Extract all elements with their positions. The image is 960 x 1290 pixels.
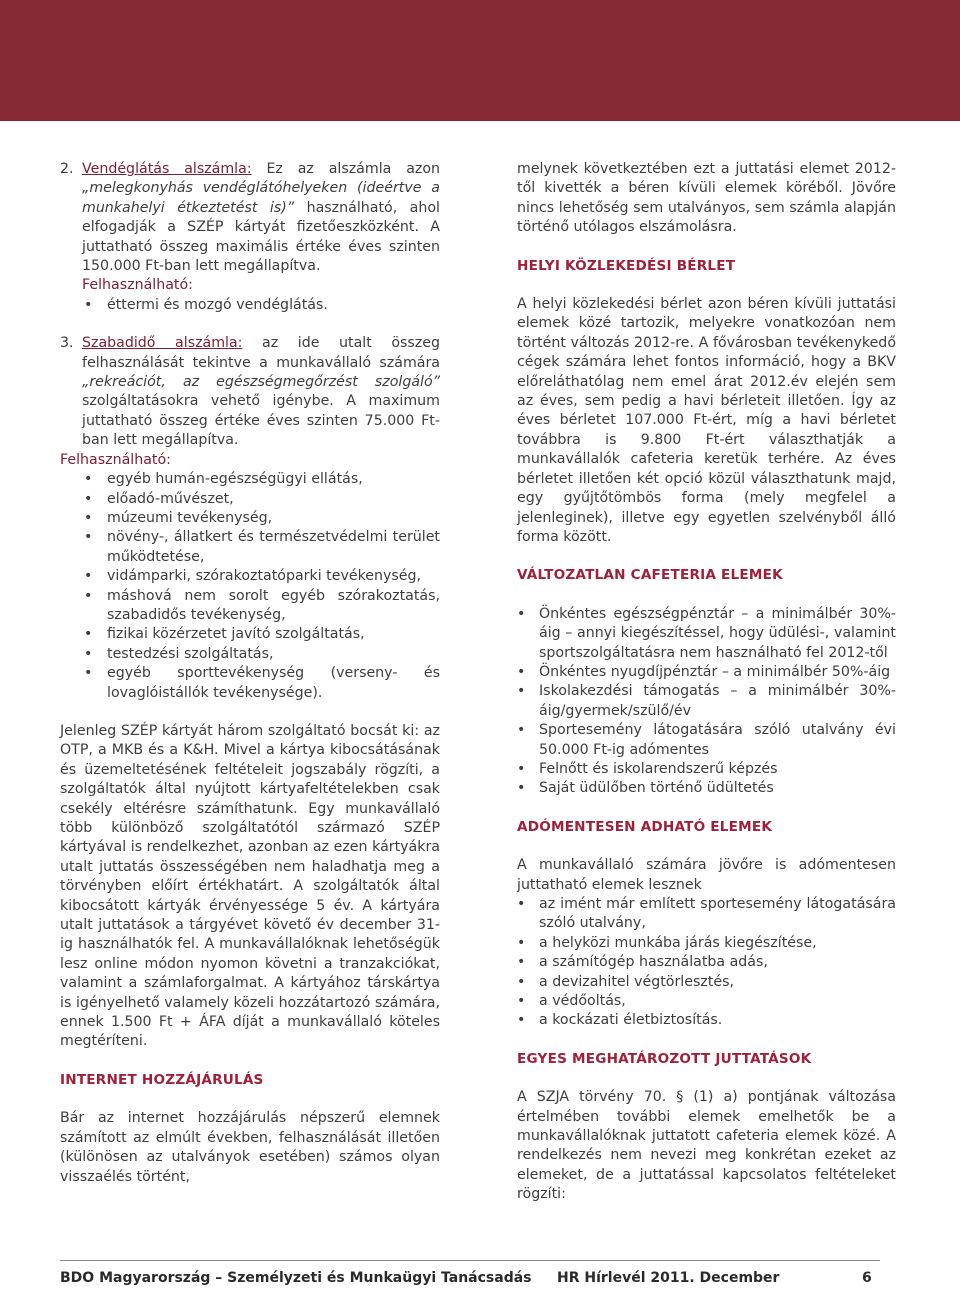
list-item: • testedzési szolgáltatás, — [60, 645, 440, 664]
list-item: • fizikai közérzetet javító szolgáltatás, — [60, 625, 440, 644]
list-item: • vidámparki, szórakoztatóparki tevékenység, — [60, 567, 440, 586]
list-item: • Önkéntes egészségpénztár – a minimálbér 30%-áig – annyi kiegészítéssel, hogy üdülési-, valamint sportszolgáltatásra nem használható fel 2012-től — [517, 605, 896, 663]
usable-list — [60, 470, 440, 703]
berlet-paragraph: A helyi közlekedési bérlet azon béren kívüli juttatási elemek közé tartozik, melyekre vonatkozóan nem történt változás 2012-re. A fővárosban tevékenykedő cégek számára lehet fontos információ, hogy a BKV előreláthatólag nem emel árat 2012.év elején sem az éves, sem pedig a havi bérleteit illetően. Így az éves bérletet 107.000 Ft-ért, míg a havi bérletet továbbra is 9.800 Ft-ért választhatják a munkavállalók cafeteria keretük terhére. Az éves bérletet illetően két opció közül választhatunk majd, egy gyűjtőtömbös forma (mely megfelel a jelenleginek), illetve egy egyetlen szelvényből álló forma között. — [517, 296, 896, 545]
list-item: • egyéb sporttevékenység (verseny- és lovaglóistállók tevékenysége). — [60, 664, 440, 703]
item-number: 3. — [60, 335, 74, 352]
item-title: Vendéglátás alszámla: — [82, 161, 252, 177]
item-italic: „melegkonyhás vendéglátóhelyeken (ideértve a munkahelyi étkeztetést is)” — [82, 180, 440, 216]
list-item: • a kockázati életbiztosítás. — [517, 1011, 896, 1030]
item-text: használható, ahol elfogadják a SZÉP kártyát fizetőeszközként. A juttatható összeg maximális értéke éves szinten 150.000 Ft-ban lett megállapítva. — [82, 199, 440, 275]
item-title: Szabadidő alszámla: — [82, 335, 243, 352]
list-item: • éttermi és mozgó vendéglátás. — [60, 296, 440, 315]
continued-paragraph: melynek következtében ezt a juttatási elemet 2012-től kivették a béren kívüli elemek köréből. Jövőre nincs lehetőség sem utalványos, sem számla alapján történő utólagos elszámolásra. — [517, 161, 896, 236]
usable-label: Felhasználható: — [82, 277, 193, 294]
list-item: • Önkéntes nyugdíjpénztár – a minimálbér 50%-áig — [517, 663, 896, 682]
list-item: • a helyközi munkába járás kiegészítése, — [517, 934, 896, 953]
list-item: • Saját üdülőben történő üdültetés — [517, 779, 896, 798]
list-item: • az imént már említett sportesemény látogatására szóló utalvány, — [517, 895, 896, 934]
list-item: • növény-, állatkert és természetvédelmi terület működtetése, — [60, 528, 440, 567]
item-text: szolgáltatásokra vehető igénybe. A maximum juttatható összeg értéke éves szinten 75.000 Ft-ban lett megállapítva. — [82, 393, 440, 449]
item-text: Ez az alszámla azon — [251, 161, 441, 177]
list-item: • előadó-művészet, — [60, 490, 440, 509]
szep-paragraph: Jelenleg SZÉP kártyát három szolgáltató bocsát ki: az OTP, a MKB és a K&H. Mivel a kártya kibocsátásának és üzemeltetésének feltételeit jogszabály rögzíti, a szolgáltatók által nyújtott kártyafeltételekben csak csekély eltérésre számíthatunk. Egy munkavállaló több különböző szolgáltatótól származó SZÉP kártyával is rendelkezhet, azonban az ezen kártyákra utalt juttatás összességében nem haladhatja meg a törvényben előírt értékhatárt. A szolgáltatók által kibocsátott kártyák érvényessége 5 év. A kártyára utalt juttatások a tárgyévet követő év december 31-ig használhatók fel. A munkavállalóknak lehetőségük lesz online módon nyomon követni a tranzakciókat, valamint a számlaforgalmat. A kártyához társkártya is igényelhető valamely közeli hozzátartozó számára, ennek 1.500 Ft + ÁFA díját a munkavállaló köteles megtéríteni. — [60, 722, 440, 1050]
item-text: az ide utalt összeg felhasználását tekintve a munkavállaló számára — [82, 335, 440, 371]
list-item: • a védőoltás, — [517, 992, 896, 1011]
footer-org: BDO Magyarország – Személyzeti és Munkaügyi Tanácsadás — [60, 1270, 532, 1286]
list-item: • a számítógép használatba adás, — [517, 953, 896, 972]
section-heading: HELYI KÖZLEKEDÉSI BÉRLET — [517, 257, 736, 274]
item-italic: „rekreációt, az egészségmegőrzést szolgáló” — [82, 374, 440, 391]
header-band — [0, 0, 960, 121]
egyes-paragraph: A SZJA törvény 70. § (1) a) pontjának változása értelmében további elemek emelhetők be a munkavállalóknak juttatott cafeteria elemek közé. A rendelkezés nem nevezi meg konkrétan ezeket az elemeket, de a juttatással kapcsolatos feltételeket rögzíti: — [517, 1089, 896, 1203]
left-column — [60, 160, 440, 1187]
section-heading: INTERNET HOZZÁJÁRULÁS — [60, 1071, 264, 1088]
list-item: • múzeumi tevékenység, — [60, 509, 440, 528]
list-item: • Felnőtt és iskolarendszerű képzés — [517, 760, 896, 779]
list-item: • Iskolakezdési támogatás – a minimálbér 30%-áig/gyermek/szülő/év — [517, 682, 896, 721]
list-item: • Sportesemény látogatására szóló utalvány évi 50.000 Ft-ig adómentes — [517, 721, 896, 760]
list-item: • máshová nem sorolt egyéb szórakoztatás, szabadidős tevékenység, — [60, 587, 440, 626]
item-number: 2. — [60, 161, 74, 177]
page-number: 6 — [862, 1270, 872, 1286]
usable-label: Felhasználható: — [60, 451, 171, 468]
section-heading: ADÓMENTESEN ADHATÓ ELEMEK — [517, 818, 773, 835]
section-heading: EGYES MEGHATÁROZOTT JUTTATÁSOK — [517, 1050, 812, 1067]
adomentes-intro: A munkavállaló számára jövőre is adómentesen juttatható elemek lesznek — [517, 857, 896, 893]
item-paragraph — [82, 334, 440, 450]
right-column — [517, 160, 896, 1205]
valtozatlan-list — [517, 605, 896, 799]
footer-issue: HR Hírlevél 2011. December — [557, 1270, 780, 1286]
internet-paragraph: Bár az internet hozzájárulás népszerű elemnek számított az elmúlt években, felhasználását illetően (különösen az utalványok esetében) számos olyan visszaélés történt, — [60, 1110, 440, 1185]
section-heading: VÁLTOZATLAN CAFETERIA ELEMEK — [517, 567, 783, 584]
item-szabadido — [60, 334, 440, 450]
list-item: • a devizahitel végtörlesztés, — [517, 973, 896, 992]
footer-divider — [60, 1260, 880, 1261]
item-vendeglatas — [60, 160, 440, 315]
adomentes-list — [517, 895, 896, 1031]
item-paragraph — [82, 160, 440, 276]
list-item: • egyéb humán-egészségügyi ellátás, — [60, 470, 440, 489]
usable-list — [60, 296, 440, 315]
